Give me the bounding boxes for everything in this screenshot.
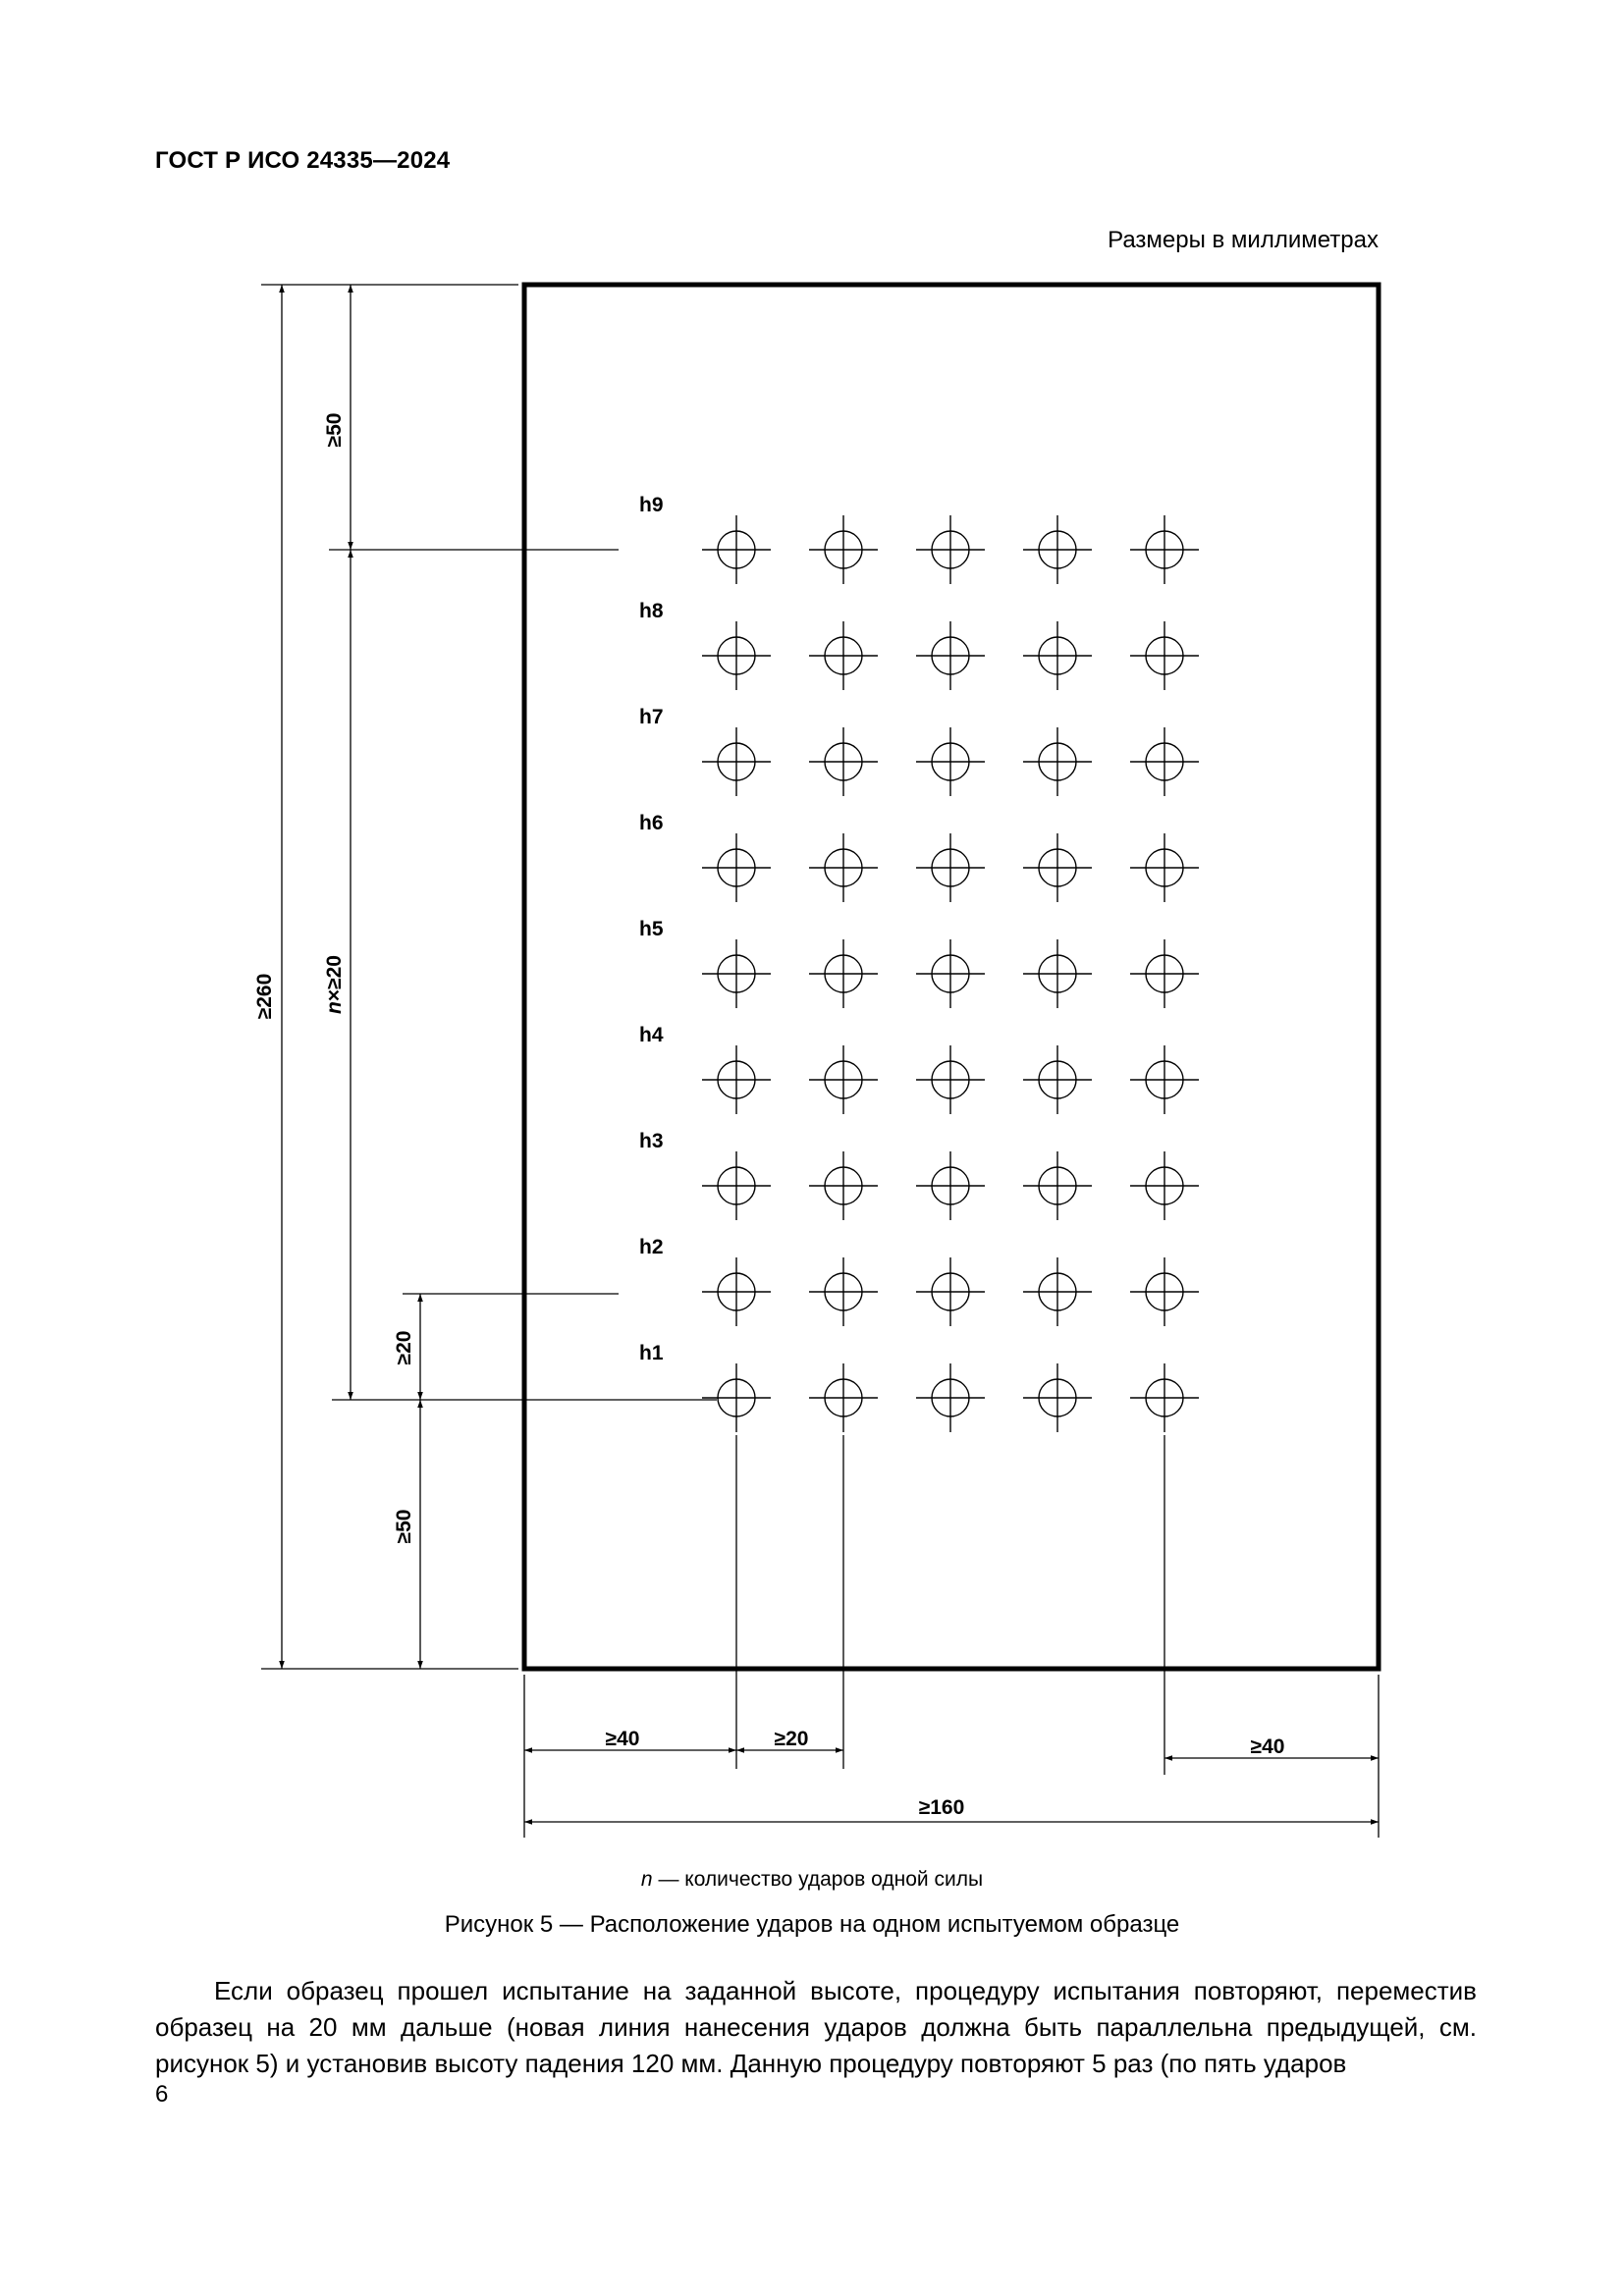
- impact-point-h6-1: [702, 833, 771, 902]
- impact-point-h4-3: [916, 1045, 985, 1114]
- dim-label-row-spacing: ≥20: [393, 1330, 415, 1365]
- impact-point-h6-2: [809, 833, 878, 902]
- impact-point-h7-3: [916, 727, 985, 796]
- figure-caption: Рисунок 5 — Расположение ударов на одном испытуемом образце: [444, 1911, 1180, 1938]
- impact-point-h3-5: [1130, 1151, 1199, 1220]
- impact-point-h9-5: [1130, 515, 1199, 584]
- impact-point-h7-4: [1023, 727, 1092, 796]
- row-label-h4: h4: [639, 1024, 664, 1046]
- dim-label-right-margin: ≥40: [1250, 1735, 1285, 1758]
- dim-label-top-margin: ≥50: [323, 412, 346, 448]
- dim-label-total-width: ≥160: [918, 1796, 965, 1819]
- dim-label-bottom-margin: ≥50: [393, 1509, 415, 1544]
- body-paragraph-text: Если образец прошел испытание на заданной высоте, процедуру испытания повторяют, переместив образец на 20 мм дальше (новая линия нанесения ударов должна быть параллельна предыдущей, см. рисунок 5) и установив высоту падения 120 мм. Данную процедуру повторяют 5 раз (по пять ударов: [155, 1976, 1477, 2078]
- impact-point-h8-5: [1130, 621, 1199, 690]
- impact-point-h9-1: [702, 515, 771, 584]
- impact-point-h3-3: [916, 1151, 985, 1220]
- dim-label-total-height: ≥260: [253, 973, 276, 1020]
- legend-variable: n: [640, 1868, 653, 1891]
- impact-point-h3-2: [809, 1151, 878, 1220]
- row-label-h3: h3: [639, 1130, 664, 1152]
- impact-point-h6-4: [1023, 833, 1092, 902]
- row-label-h9: h9: [639, 494, 664, 516]
- impact-point-h6-3: [916, 833, 985, 902]
- impact-point-h2-3: [916, 1257, 985, 1326]
- legend-text: — количество ударов одной силы: [652, 1868, 984, 1891]
- impact-point-h1-2: [809, 1363, 878, 1432]
- row-label-h5: h5: [639, 918, 664, 940]
- dim-label-left-margin: ≥40: [605, 1728, 640, 1750]
- impact-point-h9-2: [809, 515, 878, 584]
- impact-point-h1-4: [1023, 1363, 1092, 1432]
- impact-point-h7-1: [702, 727, 771, 796]
- row-label-h2: h2: [639, 1236, 664, 1258]
- impact-point-h5-1: [702, 939, 771, 1008]
- row-label-h7: h7: [639, 706, 664, 728]
- impact-point-h4-2: [809, 1045, 878, 1114]
- document-header: ГОСТ Р ИСО 24335—2024: [155, 147, 451, 174]
- impact-point-h7-5: [1130, 727, 1199, 796]
- impact-point-h9-4: [1023, 515, 1092, 584]
- impact-point-h2-1: [702, 1257, 771, 1326]
- impact-point-h2-5: [1130, 1257, 1199, 1326]
- row-label-h8: h8: [639, 600, 664, 622]
- impact-point-h1-3: [916, 1363, 985, 1432]
- impact-point-h3-4: [1023, 1151, 1092, 1220]
- units-note: Размеры в миллиметрах: [1108, 227, 1379, 253]
- impact-point-h5-5: [1130, 939, 1199, 1008]
- impact-point-h8-1: [702, 621, 771, 690]
- impact-point-h7-2: [809, 727, 878, 796]
- impact-point-h2-2: [809, 1257, 878, 1326]
- impact-point-h2-4: [1023, 1257, 1092, 1326]
- impact-point-h8-3: [916, 621, 985, 690]
- impact-point-h4-1: [702, 1045, 771, 1114]
- specimen-border: [524, 285, 1379, 1669]
- body-paragraph: [155, 1973, 1477, 2082]
- impact-point-h8-2: [809, 621, 878, 690]
- figure-legend: [0, 1868, 1624, 1892]
- impact-point-h4-4: [1023, 1045, 1092, 1114]
- impact-point-h6-5: [1130, 833, 1199, 902]
- impact-point-h1-5: [1130, 1363, 1199, 1432]
- page-number: 6: [155, 2081, 169, 2108]
- row-label-h6: h6: [639, 812, 664, 834]
- impact-point-h3-1: [702, 1151, 771, 1220]
- impact-point-h5-3: [916, 939, 985, 1008]
- impact-point-h4-5: [1130, 1045, 1199, 1114]
- row-label-h1: h1: [639, 1342, 664, 1364]
- impact-point-h5-4: [1023, 939, 1092, 1008]
- dim-label-rows-span: n×≥20: [323, 955, 346, 1014]
- impact-point-h5-2: [809, 939, 878, 1008]
- impact-point-h9-3: [916, 515, 985, 584]
- dim-label-column-spacing: ≥20: [774, 1728, 809, 1750]
- impact-point-h1-1: [702, 1363, 771, 1432]
- impact-point-h8-4: [1023, 621, 1092, 690]
- impact-grid: [702, 515, 1199, 1432]
